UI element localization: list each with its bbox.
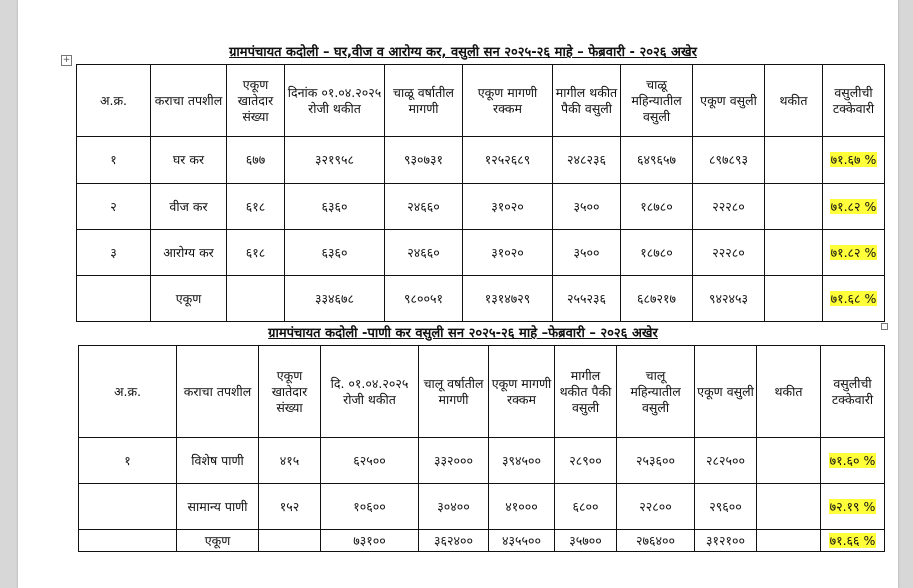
cell: ७३१०० [321, 530, 419, 552]
table-row [77, 184, 885, 230]
header-arrears-date: दि. ०१.०४.२०२५ रोजी थकीत [321, 346, 419, 438]
table1-title: ग्रामपंचायत कदोली – घर,वीज व आरोग्य कर, वसुली सन २०२५-२६ माहे – फेब्रवारी - २०२६ अखेर [229, 45, 697, 60]
cell: ३३४६७८ [285, 276, 385, 322]
cell: ३०४०० [419, 484, 489, 530]
cell: ८९७८९३ [693, 137, 765, 184]
cell: १२५२६८९ [463, 137, 553, 184]
header-serial: अ.क्र. [79, 346, 177, 438]
cell: ३२१९५८ [285, 137, 385, 184]
cell: १ [77, 137, 151, 184]
table-header-row [77, 65, 885, 137]
cell: २ [77, 184, 151, 230]
cell: ४१००० [489, 484, 555, 530]
highlighted-percent: ७१.६६ % [829, 532, 876, 548]
cell: ३१०२० [463, 184, 553, 230]
cell [79, 530, 177, 552]
header-tax-detail: कराचा तपशील [177, 346, 259, 438]
cell: ६७७ [227, 137, 285, 184]
cell: ९४२४५३ [693, 276, 765, 322]
cell: २८२५०० [695, 438, 757, 484]
cell: एकूण [151, 276, 227, 322]
cell: ६१८ [227, 230, 285, 276]
cell: २७६४०० [617, 530, 695, 552]
header-arrears-recovery: मागील थकीत पैकी वसुली [553, 65, 621, 137]
cell: ६१८ [227, 184, 285, 230]
cell: घर कर [151, 137, 227, 184]
cell: १०६०० [321, 484, 419, 530]
highlighted-percent: ७१.६८ % [830, 290, 877, 306]
cell: ६२५०० [321, 438, 419, 484]
document-page [18, 0, 898, 588]
header-pending: थकीत [757, 346, 821, 438]
cell: ३५०० [553, 230, 621, 276]
cell: १ [79, 438, 177, 484]
cell: २२२८० [693, 184, 765, 230]
header-account-count: एकूण खातेदार संख्या [227, 65, 285, 137]
cell: ६४९६५७ [621, 137, 693, 184]
total-row [79, 530, 885, 552]
cell [77, 276, 151, 322]
cell: ६३६० [285, 184, 385, 230]
table-resize-handle-icon[interactable] [881, 323, 888, 330]
table-row [79, 484, 885, 530]
cell: ६३६० [285, 230, 385, 276]
header-pending: थकीत [765, 65, 823, 137]
table2-title: ग्रामपंचायत कदोली -पाणी कर वसुली सन २०२५-२६ माहे –फेब्रवारी – २०२६ अखेर [268, 326, 658, 341]
cell [765, 137, 823, 184]
cell: ९८००५१ [385, 276, 463, 322]
percent-cell [821, 438, 885, 484]
header-month-recovery: चालू महिन्यातील वसुली [617, 346, 695, 438]
cell: ४३५५०० [489, 530, 555, 552]
table-row [77, 230, 885, 276]
cell: ३५७०० [555, 530, 617, 552]
percent-cell [823, 184, 885, 230]
percent-cell [823, 137, 885, 184]
header-total-demand: एकूण मागणी रक्कम [489, 346, 555, 438]
cell: २२२८० [693, 230, 765, 276]
total-row [77, 276, 885, 322]
table-move-handle-icon[interactable]: + [62, 55, 71, 65]
cell: ३१२१०० [695, 530, 757, 552]
highlighted-percent: ७१.६० % [829, 452, 876, 468]
cell: वीज कर [151, 184, 227, 230]
cell: २८९०० [555, 438, 617, 484]
cell: ३६२४०० [419, 530, 489, 552]
header-arrears-date: दिनांक ०१.०४.२०२५ रोजी थकीत [285, 65, 385, 137]
cell [765, 184, 823, 230]
water-tax-table [78, 345, 885, 552]
percent-cell [823, 230, 885, 276]
header-arrears-recovery: मागील थकीत पैकी वसुली [555, 346, 617, 438]
header-recovery-percent: वसुलीची टक्केवारी [821, 346, 885, 438]
cell: १८७८० [621, 184, 693, 230]
highlighted-percent: ७१.८२ % [830, 198, 877, 214]
cell: ४१५ [259, 438, 321, 484]
cell: २४८२३६ [553, 137, 621, 184]
cell: २९६०० [695, 484, 757, 530]
header-serial: अ.क्र. [77, 65, 151, 137]
cell: ३३२००० [419, 438, 489, 484]
cell [757, 530, 821, 552]
header-total-recovery: एकूण वसुली [693, 65, 765, 137]
cell: ६८०० [555, 484, 617, 530]
cell: आरोग्य कर [151, 230, 227, 276]
cell [259, 530, 321, 552]
percent-cell [821, 530, 885, 552]
table-row [77, 137, 885, 184]
highlighted-percent: ७१.८२ % [830, 244, 877, 260]
cell: २४६६० [385, 184, 463, 230]
cell [757, 484, 821, 530]
cell: ३९४५०० [489, 438, 555, 484]
highlighted-percent: ७२.१९ % [829, 498, 876, 514]
table-header-row [79, 346, 885, 438]
header-current-demand: चाळू वर्षातील मागणी [385, 65, 463, 137]
header-account-count: एकूण खातेदार संख्या [259, 346, 321, 438]
percent-cell [821, 484, 885, 530]
header-recovery-percent: वसुलीची टक्केवारी [823, 65, 885, 137]
cell: एकूण [177, 530, 259, 552]
cell: २२८०० [617, 484, 695, 530]
cell: १५२ [259, 484, 321, 530]
cell: ९३०७३१ [385, 137, 463, 184]
cell: ६८७२१७ [621, 276, 693, 322]
cell: विशेष पाणी [177, 438, 259, 484]
cell: १३१४७२९ [463, 276, 553, 322]
house-electricity-health-tax-table [76, 64, 885, 322]
cell: २४६६० [385, 230, 463, 276]
cell [765, 230, 823, 276]
header-month-recovery: चाळू महिन्यातील वसुली [621, 65, 693, 137]
header-current-demand: चालू वर्षातील मागणी [419, 346, 489, 438]
cell: १८७८० [621, 230, 693, 276]
cell: ३१०२० [463, 230, 553, 276]
cell [765, 276, 823, 322]
cell [757, 438, 821, 484]
highlighted-percent: ७१.६७ % [830, 152, 877, 167]
header-total-demand: एकूण मागणी रक्कम [463, 65, 553, 137]
cell: २५३६०० [617, 438, 695, 484]
cell: ३५०० [553, 184, 621, 230]
cell: सामान्य पाणी [177, 484, 259, 530]
cell [227, 276, 285, 322]
cell [79, 484, 177, 530]
table-row [79, 438, 885, 484]
cell: २५५२३६ [553, 276, 621, 322]
header-tax-detail: कराचा तपशील [151, 65, 227, 137]
cell: ३ [77, 230, 151, 276]
header-total-recovery: एकूण वसुली [695, 346, 757, 438]
percent-cell [823, 276, 885, 322]
